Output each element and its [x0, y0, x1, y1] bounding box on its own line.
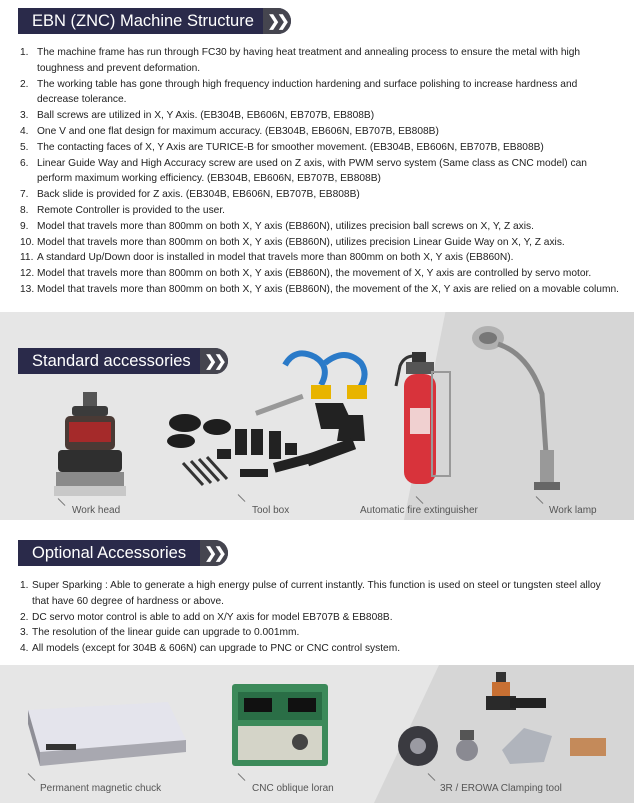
list-item: 7. Back slide is provided for Z axis. (EB304B, EB606N, EB707B, EB808B) [20, 189, 360, 201]
list-item: 3. Ball screws are utilized in X, Y Axis. (EB304B, EB606N, EB707B, EB808B) [20, 110, 375, 122]
list-item: 9. Model that travels more than 800mm on both X, Y axis (EB860N), utilizes precision ball screws on X, Y, Z axis. [20, 220, 534, 232]
list-item: 10. Model that travels more than 800mm on both X, Y axis (EB860N), utilizes precision Linear Guide Way on X, Y, Z axis. [20, 236, 565, 248]
list-item: 5. The contacting faces of X, Y Axis are TURICE-B for smoother movement. (EB304B, EB606N, EB707B, EB808B) [20, 141, 544, 153]
magnetic-chuck-caption: Permanent magnetic chuck [40, 783, 162, 794]
fire-extinguisher-caption: Automatic fire extinguisher [360, 505, 478, 516]
machine-structure-header [18, 8, 291, 34]
magnetic-chuck-image [18, 700, 188, 768]
fire-extinguisher-image [392, 352, 452, 490]
double-chevron-right-icon: ❯❯ [200, 540, 228, 566]
work-head-image [50, 392, 130, 500]
list-item: 12. Model that travels more than 800mm on both X, Y axis (EB860N), the movement of X, Y axis are controlled by servo motor. [20, 268, 592, 280]
list-item: 13. Model that travels more than 800mm on both X, Y axis (EB860N), the movement of the X, Y axis are relied on a movable column. [20, 283, 619, 295]
cnc-oblique-loran-caption: CNC oblique loran [252, 783, 334, 794]
optional-accessories-header [18, 540, 228, 566]
cnc-oblique-loran-image [230, 682, 330, 768]
work-lamp-image [468, 320, 578, 495]
list-item: 6. Linear Guide Way and High Accuracy screw are used on Z axis, with PWM servo system (Same class as CNC model) can perform maximum working efficiency. (EB304B, EB606N, EB707B, EB808B) [20, 157, 587, 185]
list-item: 1. The machine frame has run through FC30 by having heat treatment and annealing process to ensure the metal with high toughness and prevent deformation. [20, 47, 581, 74]
work-lamp-caption: Work lamp [549, 505, 597, 516]
optional-accessories-list [20, 578, 620, 657]
clamping-tool-image [392, 668, 617, 768]
list-item: 1. Super Sparking : Able to generate a high energy pulse of current instantly. This function is used on steel or tungsten steel alloy that have 60 degree of hardness or above. [20, 580, 601, 607]
double-chevron-right-icon: ❯❯ [263, 8, 291, 34]
list-item: 4. All models (except for 304B & 606N) can upgrade to PNC or CNC control system. [20, 643, 401, 655]
list-item: 2. The working table has gone through high frequency induction hardening and surface polishing to increase hardness and decrease tolerance. [20, 78, 578, 106]
work-head-caption: Work head [72, 505, 121, 516]
tool-box-caption: Tool box [252, 505, 290, 516]
clamping-tool-caption: 3R / EROWA Clamping tool [440, 783, 562, 794]
list-item: 3. The resolution of the linear guide can upgrade to 0.001mm. [20, 627, 300, 639]
double-chevron-right-icon: ❯❯ [200, 348, 228, 374]
optional-accessories-title: Optional Accessories [32, 543, 187, 562]
machine-structure-title: EBN (ZNC) Machine Structure [32, 11, 254, 30]
list-item: 8. Remote Controller is provided to the user. [20, 204, 225, 216]
machine-structure-list [20, 45, 620, 298]
standard-accessories-title: Standard accessories [32, 351, 191, 370]
list-item: 4. One V and one flat design for maximum accuracy. (EB304B, EB606N, EB707B, EB808B) [20, 125, 439, 137]
list-item: 2. DC servo motor control is able to add on X/Y axis for model EB707B & EB808B. [20, 611, 393, 623]
tool-box-image [165, 345, 370, 495]
list-item: 11. A standard Up/Down door is installed in model that travels more than 800mm on both X, Y axis (EB860N). [20, 252, 514, 264]
